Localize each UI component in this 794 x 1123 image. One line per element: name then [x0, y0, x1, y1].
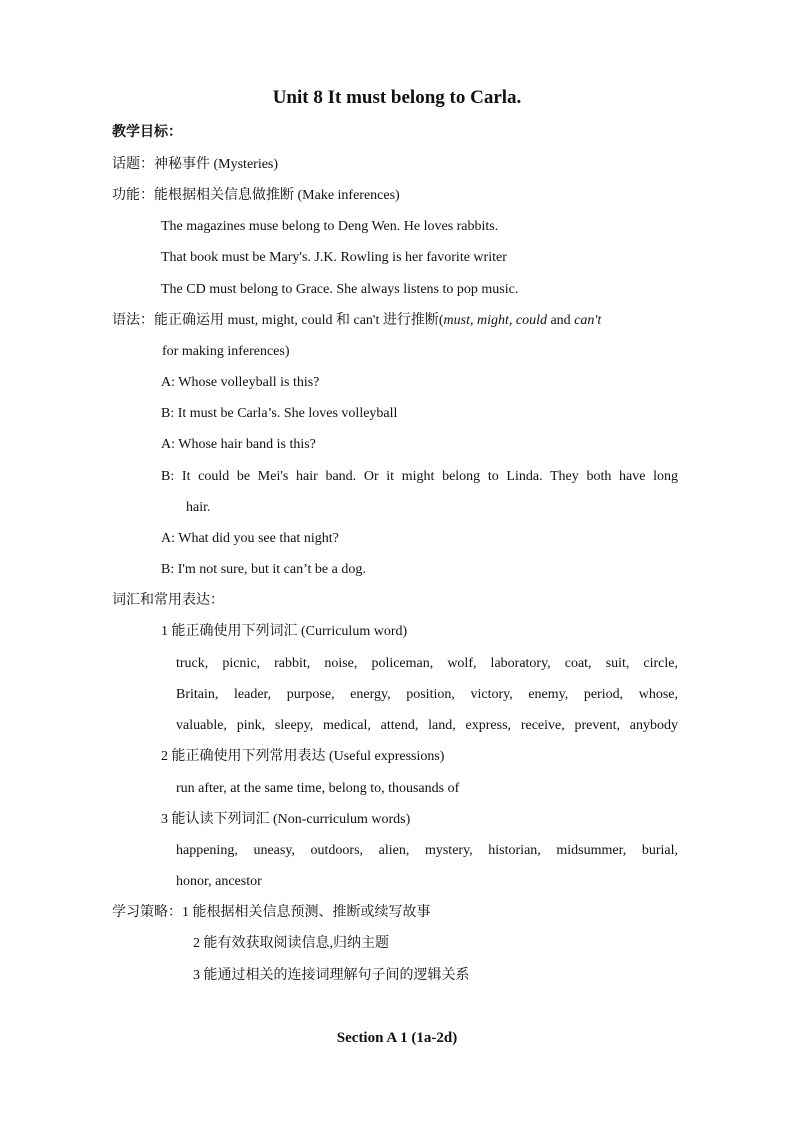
- grammar-and: and: [546, 313, 575, 328]
- vocab-line: Britain, leader, purpose, energy, position, victory, enemy, period, whose,: [176, 687, 678, 702]
- dialogue-line: B: It must be Carla’s. She loves volleyball: [161, 406, 398, 421]
- function-text: 能根据相关信息做推断 (Make inferences): [154, 188, 400, 203]
- function-example: That book must be Mary's. J.K. Rowling is her favorite writer: [161, 250, 507, 265]
- page-title: Unit 8 It must belong to Carla.: [272, 87, 522, 108]
- strategy-item: 2 能有效获取阅读信息,归纳主题: [193, 936, 389, 951]
- grammar-continuation: for making inferences): [162, 344, 290, 359]
- vocab-line: honor, ancestor: [176, 874, 262, 889]
- function-label: 功能：: [112, 188, 154, 203]
- dialogue-line: B: It could be Mei's hair band. Or it might belong to Linda. They both have long: [161, 469, 678, 484]
- grammar-modals: must, might, could: [443, 313, 547, 328]
- dialogue-line: A: What did you see that night?: [161, 531, 339, 546]
- dialogue-line: hair.: [186, 500, 211, 515]
- grammar-cant: can't: [574, 313, 602, 328]
- strategy-line: [112, 904, 431, 922]
- grammar-line: [112, 312, 601, 330]
- grammar-text: 能正确运用 must, might, could 和 can't 进行推断(: [154, 313, 444, 328]
- grammar-label: 语法：: [112, 313, 154, 328]
- dialogue-line: B: I'm not sure, but it can’t be a dog.: [161, 562, 366, 577]
- section-heading: Section A 1 (1a-2d): [336, 1030, 458, 1046]
- strategy-item: 1 能根据相关信息预测、推断或续写故事: [182, 905, 431, 920]
- vocab-line: truck, picnic, rabbit, noise, policeman, wolf, laboratory, coat, suit, circle,: [176, 656, 678, 671]
- vocab-item2-title: 2 能正确使用下列常用表达 (Useful expressions): [161, 749, 445, 764]
- strategy-item: 3 能通过相关的连接词理解句子间的逻辑关系: [193, 968, 470, 983]
- topic-label: 话题：: [112, 157, 154, 172]
- vocab-line: valuable, pink, sleepy, medical, attend, land, express, receive, prevent, anybody: [176, 718, 678, 733]
- dialogue-line: A: Whose hair band is this?: [161, 437, 316, 452]
- vocab-line: run after, at the same time, belong to, thousands of: [176, 781, 460, 796]
- function-example: The CD must belong to Grace. She always listens to pop music.: [161, 282, 519, 297]
- vocab-item3-title: 3 能认读下列词汇 (Non-curriculum words): [161, 812, 411, 827]
- dialogue-line: A: Whose volleyball is this?: [161, 375, 320, 390]
- vocab-label: 词汇和常用表达：: [112, 593, 224, 608]
- function-line: [112, 187, 400, 205]
- vocab-item1-title: 1 能正确使用下列词汇 (Curriculum word): [161, 624, 408, 639]
- strategy-label: 学习策略：: [112, 905, 182, 920]
- topic-line: [112, 156, 278, 174]
- objectives-heading: 教学目标：: [112, 125, 182, 140]
- function-example: The magazines muse belong to Deng Wen. He loves rabbits.: [161, 219, 499, 234]
- topic-text: 神秘事件 (Mysteries): [154, 157, 279, 172]
- vocab-line: happening, uneasy, outdoors, alien, mystery, historian, midsummer, burial,: [176, 843, 678, 858]
